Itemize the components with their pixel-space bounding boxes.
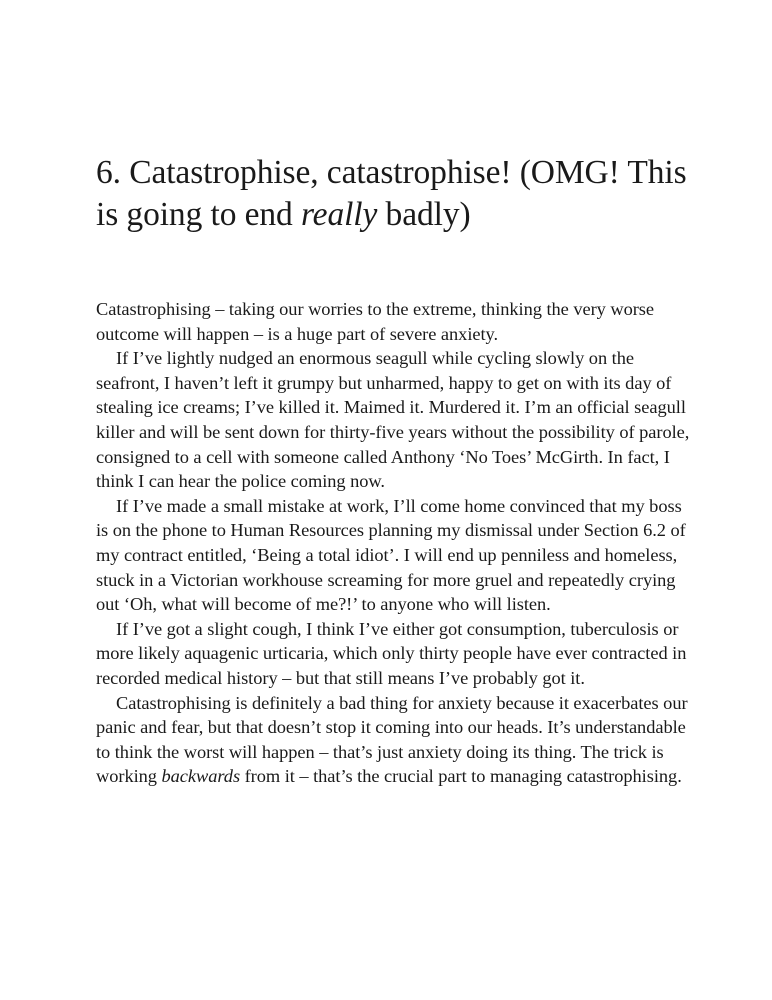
- paragraph-5-emphasis: backwards: [161, 766, 241, 787]
- chapter-title-emphasis: really: [300, 196, 378, 233]
- paragraph-2: If I’ve lightly nudged an enormous seagull while cycling slowly on the seafront, I haven’t left it grumpy but unharmed, happy to get on with its day of stealing ice creams; I’ve killed it. Maimed it. Murdered it. I’m an official seagull killer and will be sent down for thirty-five years without the possibility of parole, consigned to a cell with someone called Anthony ‘No Toes’ McGirth. In fact, I think I can hear the police coming now.: [96, 348, 690, 492]
- paragraph-5-text: Catastrophising is definitely a bad thing for anxiety because it exacerbates our panic and fear, but that doesn’t stop it coming into our heads. It’s understandable to think the worst will happen – that’s just anxiety doing its thing. The trick is working: [96, 692, 688, 787]
- paragraph-1: Catastrophising – taking our worries to the extreme, thinking the very worse outcome will happen – is a huge part of severe anxiety.: [96, 299, 655, 344]
- paragraph-3: If I’ve made a small mistake at work, I’ll come home convinced that my boss is on the phone to Human Resources planning my dismissal under Section 6.2 of my contract entitled, ‘Being a total idiot’. I will end up penniless and homeless, stuck in a Victorian workhouse screaming for more gruel and repeatedly crying out ‘Oh, what will become of me?!’ to anyone who will listen.: [96, 495, 686, 615]
- paragraph-5-text-end: from it – that’s the crucial part to managing catastrophising.: [240, 766, 682, 787]
- paragraph-5: [96, 691, 696, 789]
- chapter-title: [96, 152, 696, 236]
- chapter-title-text-end: badly): [377, 196, 471, 233]
- paragraph-4: If I’ve got a slight cough, I think I’ve either got consumption, tuberculosis or more likely aquagenic urticaria, which only thirty people have ever contracted in recorded medical history – but that still means I’ve probably got it.: [96, 618, 687, 688]
- body-text: [96, 297, 696, 789]
- chapter-title-text: 6. Catastrophise, catastrophise! (OMG! This is going to end: [96, 154, 687, 233]
